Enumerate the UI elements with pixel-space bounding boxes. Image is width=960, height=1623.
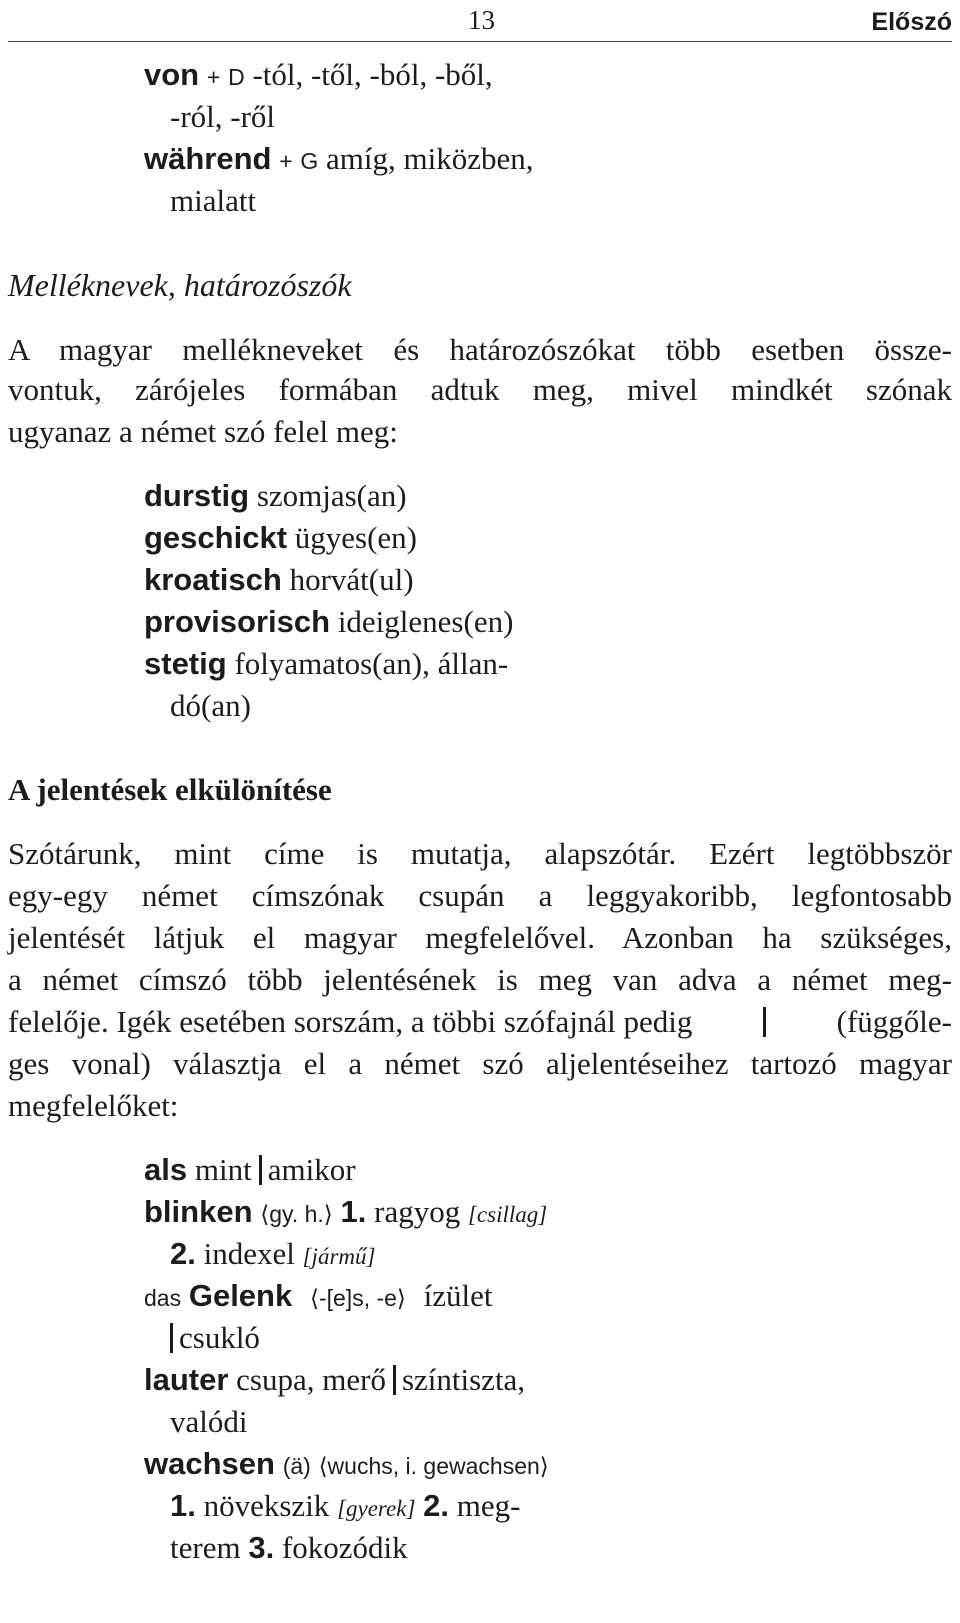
entry-wachsen-cont (170, 1487, 520, 1528)
entry-wachsen (144, 1445, 549, 1485)
context-note: [csillag] (467, 1202, 548, 1227)
paragraph-line: vontuk, zárójeles formában adtuk meg, mivel mindkét szónak (8, 372, 952, 407)
sense-separator (170, 1323, 173, 1353)
entry-von-cont: -ról, -ről (170, 99, 276, 134)
headword: von (144, 57, 200, 92)
translation: mint (194, 1152, 252, 1187)
grammar-label: ⟨gy. h.⟩ (260, 1201, 333, 1227)
headword: geschickt (144, 520, 288, 555)
paragraph-line: ugyanaz a német szó felel meg: (8, 414, 398, 449)
translation: növekszik (203, 1488, 330, 1523)
entry-blinken-cont (170, 1235, 375, 1276)
sense-number: 3. (248, 1530, 275, 1565)
example-durstig (144, 477, 407, 515)
translation: ideiglenes(en) (337, 604, 514, 639)
sense-separator (393, 1365, 396, 1395)
headword: während (144, 141, 272, 176)
translation: ízület (423, 1278, 493, 1313)
entry-lauter (144, 1361, 525, 1399)
section-heading-adjectives: Melléknevek, határozószók (8, 267, 352, 303)
translation: szomjas(an) (256, 478, 407, 513)
headword: kroatisch (144, 562, 282, 597)
translation: amikor (267, 1152, 356, 1187)
translation: ragyog (374, 1194, 461, 1229)
case-label: G (300, 148, 319, 174)
example-kroatisch (144, 561, 414, 599)
paragraph-line: egy-egy német címszónak csupán a leggyakoribb, legfontosabb (8, 878, 952, 913)
headword: als (144, 1152, 188, 1187)
paragraph-line: A magyar mellékneveket és határozószókat több esetben össze- (8, 332, 952, 367)
article: das (144, 1285, 182, 1311)
paragraph-line: a német címszó több jelentésének is meg van adva a német meg- (8, 962, 952, 997)
section-heading-meanings: A jelentések elkülönítése (8, 772, 332, 807)
sense-number: 2. (170, 1236, 196, 1271)
page-number: 13 (468, 5, 495, 35)
umlaut-note: (ä) (282, 1453, 311, 1479)
entry-blinken (144, 1193, 547, 1234)
vertical-bar-symbol (763, 1007, 766, 1037)
headword: Gelenk (188, 1278, 293, 1313)
example-stetig (144, 645, 508, 683)
translation: amíg, miközben, (326, 141, 534, 176)
sense-number: 1. (170, 1488, 196, 1523)
translation: ügyes(en) (294, 520, 417, 555)
headword: stetig (144, 646, 227, 681)
entry-wahrend (144, 140, 534, 180)
plus-sign: + (206, 64, 221, 90)
paragraph-line: ges vonal) választja el a német szó aljelentéseihez tartozó magyar (8, 1046, 952, 1081)
entry-als (144, 1151, 356, 1189)
entry-wahrend-cont: mialatt (170, 183, 257, 218)
sense-separator (259, 1155, 262, 1185)
context-note: [gyerek] (337, 1496, 416, 1521)
entry-lauter-cont: valódi (170, 1404, 248, 1439)
headword: wachsen (144, 1446, 275, 1481)
paragraph-line: jelentését látjuk el magyar megfelelővel. Azonban ha szükséges, (8, 920, 952, 955)
translation: csukló (179, 1320, 260, 1355)
running-head: Előszó (871, 8, 952, 36)
entry-gelenk (144, 1277, 493, 1317)
grammar-label: ⟨-[e]s, -e⟩ (309, 1285, 406, 1311)
translation: indexel (203, 1236, 295, 1271)
paragraph-text: felelője. Igék esetében sorszám, a többi szófajnál pedig (8, 1004, 693, 1039)
headword: provisorisch (144, 604, 331, 639)
paragraph-line (8, 1003, 952, 1041)
example-provisorisch (144, 603, 513, 641)
grammar-forms: ⟨wuchs, i. gewachsen⟩ (318, 1453, 549, 1479)
translation: színtiszta, (401, 1362, 526, 1397)
translation: terem (170, 1530, 241, 1565)
example-stetig-cont: dó(an) (170, 688, 251, 723)
entry-wachsen-cont2 (170, 1529, 408, 1567)
translation: horvát(ul) (289, 562, 414, 597)
paragraph-text: (függőle- (836, 1004, 952, 1039)
translation: folyamatos(an), állan- (234, 646, 509, 681)
entry-gelenk-cont (170, 1319, 260, 1357)
plus-sign: + (279, 148, 293, 174)
header-rule (8, 41, 952, 42)
paragraph-line: megfelelőket: (8, 1088, 179, 1123)
paragraph-line: Szótárunk, mint címe is mutatja, alapszótár. Ezért legtöbbször (8, 836, 952, 871)
sense-number: 1. (340, 1194, 367, 1229)
context-note: [jármű] (302, 1244, 376, 1269)
headword: durstig (144, 478, 250, 513)
translation: csupa, merő (236, 1362, 386, 1397)
headword: blinken (144, 1194, 253, 1229)
translation: fokozódik (281, 1530, 408, 1565)
translation: -tól, -től, -ból, -ből, (252, 57, 493, 92)
headword: lauter (144, 1362, 229, 1397)
translation: meg- (456, 1488, 521, 1523)
case-label: D (228, 64, 245, 90)
example-geschickt (144, 519, 417, 557)
sense-number: 2. (423, 1488, 450, 1523)
entry-von (144, 56, 493, 96)
